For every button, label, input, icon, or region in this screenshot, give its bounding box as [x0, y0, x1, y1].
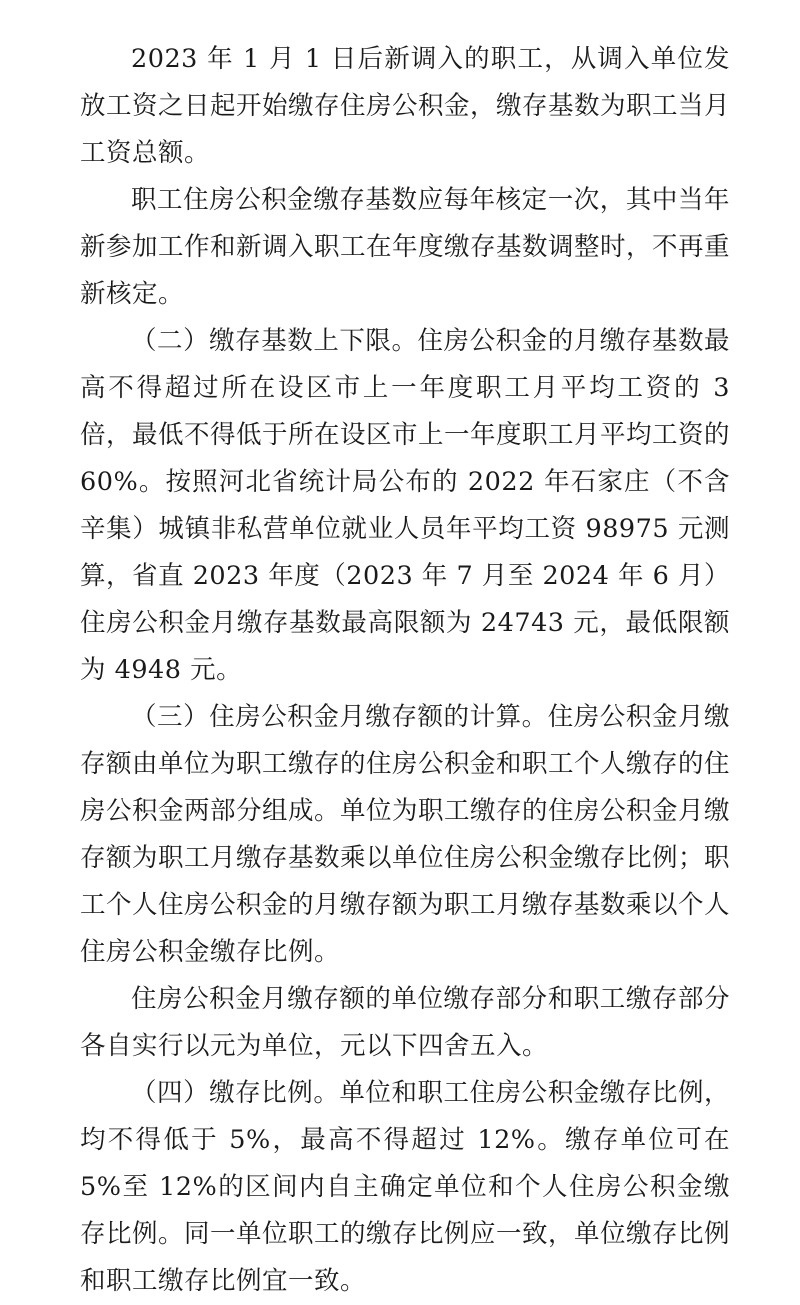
paragraph-section-4-ratio: （四）缴存比例。单位和职工住房公积金缴存比例，均不得低于 5%，最高不得超过 12%。缴存单位可在 5%至 12%的区间内自主确定单位和个人住房公积金缴存比例。同一单位职工的缴存比例应一致，单位缴存比例和职工缴存比例宜一致。	[80, 1078, 731, 1296]
paragraph-annual-review: 职工住房公积金缴存基数应每年核定一次，其中当年新参加工作和新调入职工在年度缴存基数调整时，不再重新核定。	[80, 185, 731, 309]
paragraph-section-2-base-limits: （二）缴存基数上下限。住房公积金的月缴存基数最高不得超过所在设区市上一年度职工月平均工资的 3 倍，最低不得低于所在设区市上一年度职工月平均工资的 60%。按照河北省统计局公布的 2022 年石家庄（不含辛集）城镇非私营单位就业人员年平均工资 98975 元测算，省直 2023 年度（2023 年 7 月至 2024 年 6 月）住房公积金月缴存基数最高限额为 24743 元，最低限额为 4948 元。	[80, 326, 731, 685]
paragraph-section-3-calculation: （三）住房公积金月缴存额的计算。住房公积金月缴存额由单位为职工缴存的住房公积金和职工个人缴存的住房公积金两部分组成。单位为职工缴存的住房公积金月缴存额为职工月缴存基数乘以单位住房公积金缴存比例；职工个人住房公积金的月缴存额为职工月缴存基数乘以个人住房公积金缴存比例。	[80, 702, 731, 967]
paragraph-new-employee-base: 2023 年 1 月 1 日后新调入的职工，从调入单位发放工资之日起开始缴存住房公积金，缴存基数为职工当月工资总额。	[80, 44, 731, 168]
document-page	[80, 36, 730, 1305]
paragraph-rounding-rule: 住房公积金月缴存额的单位缴存部分和职工缴存部分各自实行以元为单位，元以下四舍五入。	[80, 984, 730, 1061]
